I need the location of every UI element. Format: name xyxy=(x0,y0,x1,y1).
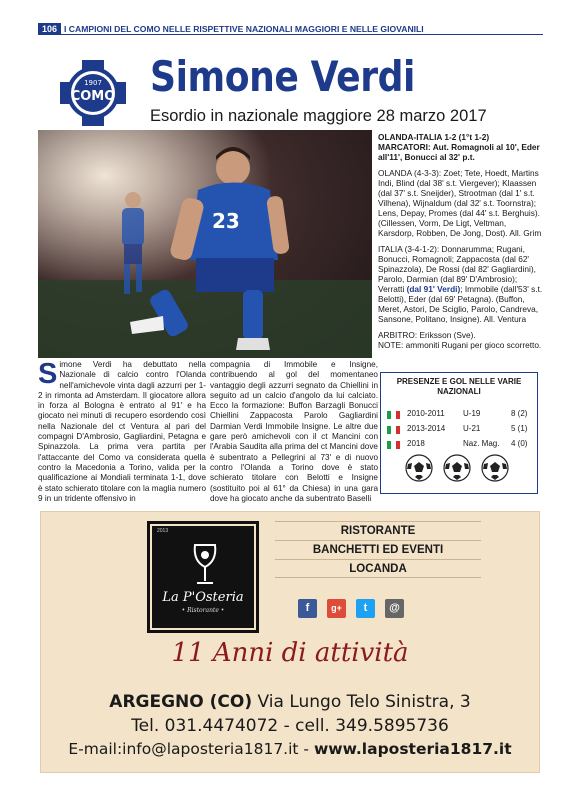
lineup-netherlands: OLANDA (4-3-3): Zoet; Tete, Hoedt, Martins Indi, Blind (dal 38' s.t. Viergever); Klaassen (dal 37' s.t. Sneijder), Strootman (dal 1' s.t. Vilhena), Wijnaldum (dal 32' s.t. Toornstra); Lens, Depay, Promes (dal 44' s.t. Berghuis). (Cillessen, Vorm, De Ligt, Veltman, Karsdorp, Robben, De Jong, Dost). All. Grim xyxy=(378,168,542,238)
article-column-1 xyxy=(38,360,206,504)
match-note: NOTE: ammoniti Rugani per gioco scorretto. xyxy=(378,340,542,350)
lineup-italy xyxy=(378,244,544,324)
logo-established-year: 2013 xyxy=(157,528,169,534)
restaurant-brand-sub: • Ristorante • xyxy=(181,607,225,614)
match-details xyxy=(378,132,544,356)
stats-row xyxy=(387,424,535,435)
stats-years: 2010-2011 xyxy=(407,409,445,418)
restaurant-logo xyxy=(147,521,259,633)
address-city: ARGEGNO (CO) xyxy=(109,692,253,712)
stats-team: Naz. Mag. xyxy=(463,439,500,448)
stats-record: 5 (1) xyxy=(511,424,528,433)
debut-line: Esordio in nazionale maggiore 28 marzo 2017 xyxy=(150,107,487,125)
article-column-2: compagnia di Immobile e Insigne, contribuendo al gol del momentaneo vantaggio degli azzurri segnato da Chiellini in seguito ad un calcio d'angolo da lui calciato. Ecco la formazione: Buffon Barzagli Bonucci Chiellini Zappacosta Parolo Gagliardini Darmian Verdi Immobile Insigne. Le altre due gare però amichevoli con il ct Mancini con l'Arabia Saudita alla prima del ct Mancini dove è subentrato a Pellegrini al 73' e di nuovo contro l'Olanda a Torino dove è stato schierato titolare con Belotti e Insigne (sostituito poi al 61° da Chiesa) in una gara dove ha giocato anche da subentrato Baselli xyxy=(210,360,378,503)
twitter-icon[interactable]: t xyxy=(356,599,375,618)
logo-name: COMO xyxy=(70,89,116,104)
services-list xyxy=(275,521,481,578)
website-link[interactable]: www.laposteria1817.it xyxy=(313,740,512,758)
como-logo-icon xyxy=(60,60,126,126)
shirt-number: 23 xyxy=(212,209,240,233)
stats-row xyxy=(387,439,535,450)
soccer-ball-icon xyxy=(481,454,509,482)
italy-flag-icon xyxy=(387,411,400,419)
soccer-ball-icon xyxy=(405,454,433,482)
dropcap: S xyxy=(38,358,58,390)
soccer-ball-icon xyxy=(443,454,471,482)
lineup-italy-part1: ITALIA (3-4-1-2): Donnarumma; Rugani, Bonucci, Romagnoli; Zappacosta (dal 62' Spinazzola), De Rossi (dal 82' Gagliardini), Parolo, Darmian (dal 89' D'Ambrosio); Verratti xyxy=(378,244,536,294)
match-scorers: MARCATORI: Aut. Romagnoli al 10', Eder all'11', Bonucci al 32' p.t. xyxy=(378,142,540,162)
facebook-icon[interactable]: f xyxy=(298,599,317,618)
stats-record: 8 (2) xyxy=(511,409,528,418)
email-icon[interactable]: @ xyxy=(385,599,404,618)
photo-illustration xyxy=(38,130,372,358)
service-item: RISTORANTE xyxy=(275,521,481,540)
address-street: Via Lungo Telo Sinistra, 3 xyxy=(257,692,471,712)
page-header xyxy=(38,23,543,35)
page-number: 106 xyxy=(38,23,61,35)
stats-team: U-19 xyxy=(463,409,481,418)
player-photo xyxy=(38,130,372,358)
article-text-1: imone Verdi ha debuttato nella Nazionale di calcio contro l'Olanda nell'amichevole vinta dagli azzurri per 1-2 in rimonta ad Amsterdam. Il giocatore allora in forza al Bologna è entrato al 91' e ha giocato nei minuti di recupero esordendo così nella Nazionale del ct Ventura al pari del compagni D'Ambrosio, Gagliardini, Petagna e Spinazzola. La prima vera partita per l'attaccante del Como va considerata quella contro la Macedonia a Torino, valida per la qualificazione ai Mondiali terminata 1-1, dove è stato schierato titolare con la maglia numero 9 in un tridente offensivo in xyxy=(38,360,206,503)
email-text: E-mail:info@laposteria1817.it - xyxy=(68,740,314,758)
lineup-italy-part2: ; Immobile (dall'53' s.t. Belotti), Eder (dal 69' Petagna). (Buffon, Meret, Astori, De Sciglio, Parolo, Candreva, Sansone, Politano, Insigne). All. Ventura xyxy=(378,284,543,324)
logo-year: 1907 xyxy=(84,79,102,87)
wine-glass-icon xyxy=(189,543,221,587)
verdi-highlight: (dal 91' Verdi) xyxy=(406,284,461,294)
phone-line: Tel. 031.4474072 - cell. 349.5895736 xyxy=(131,716,449,736)
restaurant-ad xyxy=(40,511,540,773)
restaurant-brand: La P'Osteria xyxy=(162,590,244,605)
stats-record: 4 (0) xyxy=(511,439,528,448)
stats-years: 2018 xyxy=(407,439,425,448)
service-item: LOCANDA xyxy=(275,559,481,578)
stats-years: 2013-2014 xyxy=(407,424,446,433)
match-result: OLANDA-ITALIA 1-2 (1°t 1-2) xyxy=(378,132,490,142)
address xyxy=(41,692,539,712)
italy-flag-icon xyxy=(387,441,400,449)
player-name: Simone Verdi xyxy=(150,52,416,101)
anniversary-title: 11 Anni di attività xyxy=(171,638,409,668)
stats-subtitle: NAZIONALI xyxy=(437,387,481,396)
stats-row xyxy=(387,409,535,420)
contact-line xyxy=(41,740,539,758)
service-item: BANCHETTI ED EVENTI xyxy=(275,540,481,559)
section-title: I CAMPIONI DEL COMO NELLE RISPETTIVE NAZIONALI MAGGIORI E NELLE GIOVANILI xyxy=(64,24,424,34)
stats-team: U-21 xyxy=(463,424,481,433)
referee: ARBITRO: Eriksson (Sve). xyxy=(378,330,476,340)
google-plus-icon[interactable]: g+ xyxy=(327,599,346,618)
italy-flag-icon xyxy=(387,426,400,434)
stats-title: PRESENZE E GOL NELLE VARIE xyxy=(396,377,522,386)
